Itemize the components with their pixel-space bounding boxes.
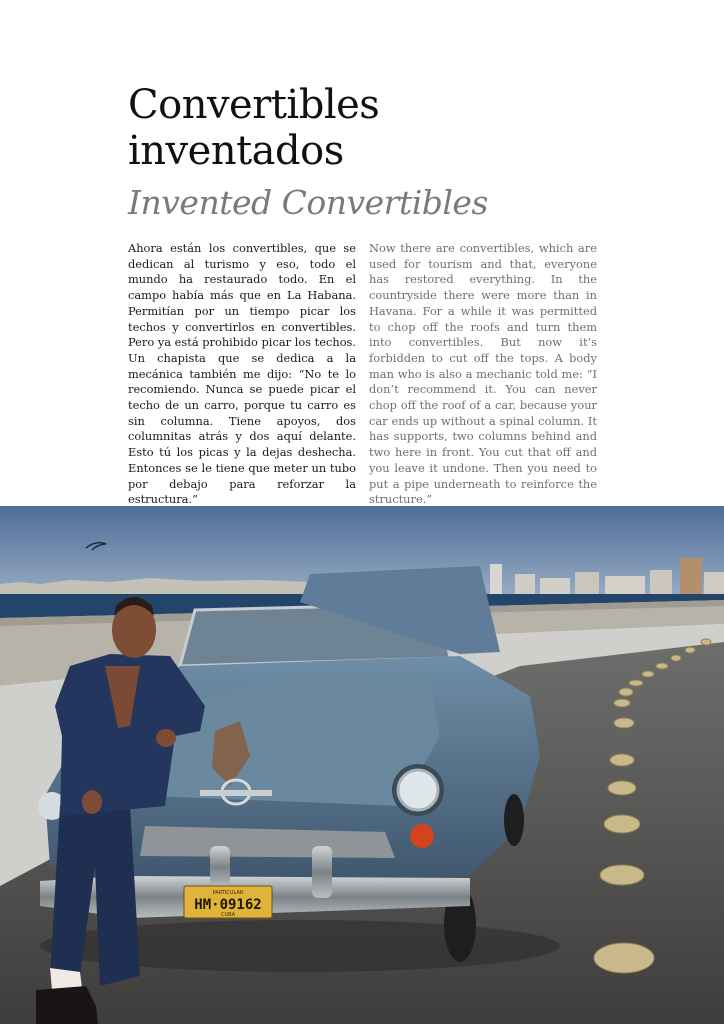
title-line-2: inventados (128, 128, 344, 174)
title-line-1: Convertibles (128, 82, 380, 128)
page-subtitle: Invented Convertibles (128, 183, 488, 222)
plate-top-text: PARTICULAR (212, 890, 244, 896)
plate-bottom-text: CUBA (220, 912, 236, 918)
photo-man-with-convertible (0, 506, 724, 1024)
license-plate (184, 886, 272, 918)
plate-number-text: HM·09162 (194, 897, 262, 913)
page-title (128, 82, 379, 174)
spanish-text-column: Ahora están los convertibles, que se dedican al turismo y eso, todo el mundo ha restaurado todo. En el campo había más que en La Habana. Permitían por un tiempo picar los techos y convertirlos en convertibles. Pero ya está prohibido picar los techos. Un chapista que se dedica a la mecánica también me dijo: “No te lo recomiendo. Nunca se puede picar el techo de un carro, porque tu carro es sin columna. Tiene apoyos, dos columnitas atrás y dos aquí delante. Esto tú los picas y la dejas deshecha. Entonces se le tiene que meter un tubo por debajo para reforzar la estructura.” (128, 241, 357, 507)
english-text-column: Now there are convertibles, which are used for tourism and that, everyone has restored everything. In the countryside there were more than in Havana. For a while it was permitted to chop off the roofs and turn them into convertibles. But now it’s forbidden to cut off the tops. A body man who is also a mechanic told me: “I don’t recommend it. You can never chop off the roof of a car, because your car ends up without a spinal column. It has supports, two columns behind and two here in front. You cut that off and you leave it undone. Then you need to put a pipe underneath to reinforce the structure.” (369, 241, 597, 507)
